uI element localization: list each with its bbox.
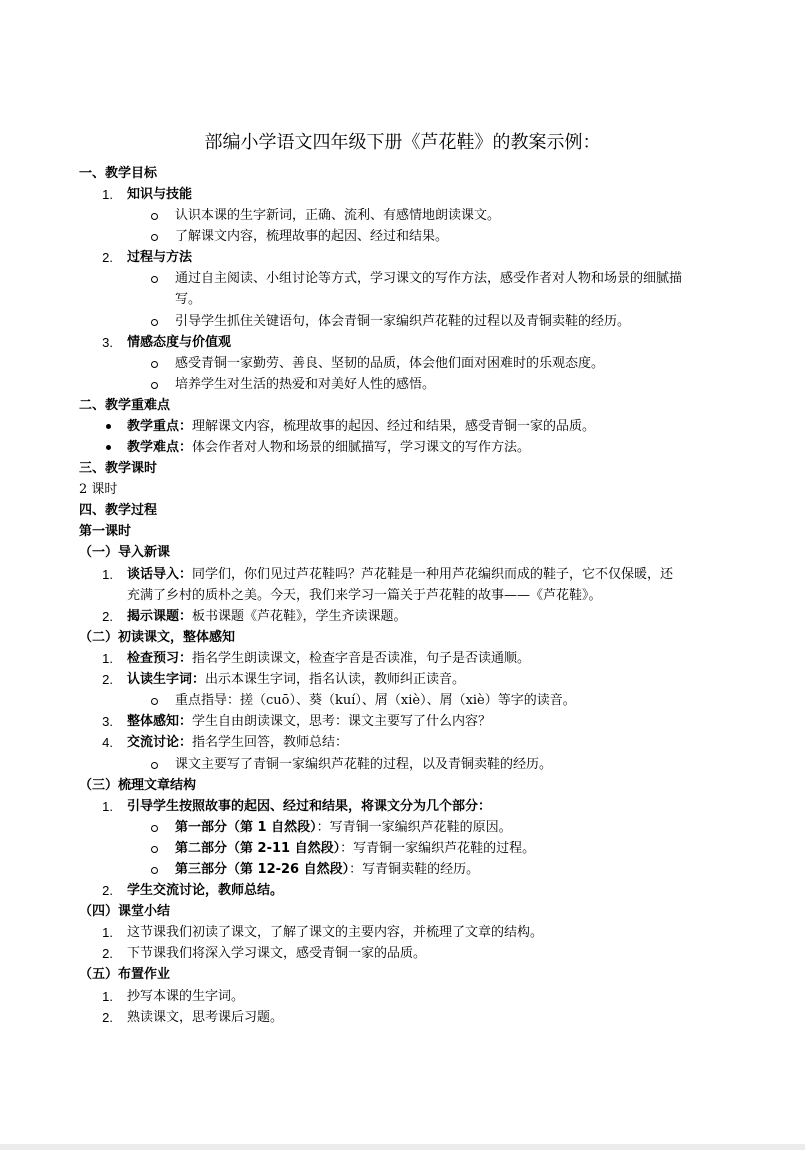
difficulty-text: 体会作者对人物和场景的细腻描写，学习课文的写作方法。	[192, 440, 531, 455]
subheading-knowledge: 知识与技能	[127, 187, 193, 202]
part-label: 第二部分（第 2-11 自然段）	[175, 841, 341, 856]
circle-bullet-icon	[151, 846, 158, 853]
key-point-focus	[127, 418, 595, 436]
item-text: 同学们，你们见过芦花鞋吗？芦花鞋是一种用芦花编织而成的鞋子，它不仅保暖，还	[192, 567, 674, 582]
hours-value: 2 课时	[79, 482, 118, 497]
structure-part-2	[175, 840, 535, 858]
subheading-process: 过程与方法	[127, 250, 193, 265]
part-text: ：写青铜卖鞋的经历。	[349, 862, 480, 877]
list-number: 1.	[102, 989, 113, 1004]
list-number: 2.	[102, 672, 113, 687]
list-number: 1.	[102, 925, 113, 940]
list-item	[127, 713, 491, 731]
item-text: 指名学生朗读课文，检查字音是否读准，句子是否读通顺。	[192, 651, 531, 666]
list-item: 熟读课文，思考课后习题。	[127, 1010, 284, 1025]
list-item: 感受青铜一家勤劳、善良、坚韧的品质，体会他们面对困难时的乐观态度。	[175, 356, 605, 371]
structure-part-1	[175, 819, 512, 837]
section-heading-process: 四、教学过程	[79, 503, 158, 518]
item-text: 板书课题《芦花鞋》，学生齐读课题。	[192, 609, 407, 624]
focus-text: 理解课文内容，梳理故事的起因、经过和结果，感受青铜一家的品质。	[192, 419, 596, 434]
item-label: 整体感知：	[127, 714, 193, 729]
bullet-icon	[106, 424, 111, 429]
item-text: 出示本课生字词，指名认读，教师纠正读音。	[205, 672, 466, 687]
circle-bullet-icon	[151, 361, 158, 368]
list-item	[127, 734, 348, 752]
list-number: 3.	[102, 335, 113, 350]
part-label: 第三部分（第 12-26 自然段）	[175, 862, 350, 877]
part-label: 第一部分（第 1 自然段）	[175, 820, 317, 835]
list-item: 抄写本课的生字词。	[127, 989, 245, 1004]
list-item: 了解课文内容，梳理故事的起因、经过和结果。	[175, 229, 449, 244]
circle-bullet-icon	[151, 698, 158, 705]
list-item	[127, 608, 407, 626]
subsection-summary: （四）课堂小结	[79, 904, 171, 919]
list-number: 1.	[102, 651, 113, 666]
bullet-icon	[106, 445, 111, 450]
list-sub-item: 课文主要写了青铜一家编织芦花鞋的过程，以及青铜卖鞋的经历。	[175, 757, 553, 772]
list-number: 3.	[102, 714, 113, 729]
subsection-homework: （五）布置作业	[79, 967, 171, 982]
list-number: 2.	[102, 946, 113, 961]
section-heading-hours: 三、教学课时	[79, 461, 158, 476]
item-label: 交流讨论：	[127, 735, 193, 750]
item-text: 学生自由朗读课文，思考：课文主要写了什么内容？	[192, 714, 492, 729]
list-number: 2.	[102, 1010, 113, 1025]
list-number: 1.	[102, 799, 113, 814]
circle-bullet-icon	[151, 382, 158, 389]
difficulty-label: 教学难点：	[127, 440, 193, 455]
structure-part-3	[175, 861, 479, 879]
subsection-intro: （一）导入新课	[79, 545, 171, 560]
list-number: 2.	[102, 883, 113, 898]
item-label: 谈话导入：	[127, 567, 193, 582]
circle-bullet-icon	[151, 762, 158, 769]
list-item: 下节课我们将深入学习课文，感受青铜一家的品质。	[127, 946, 427, 961]
list-item: 引导学生抓住关键语句，体会青铜一家编织芦花鞋的过程以及青铜卖鞋的经历。	[175, 314, 631, 329]
page-bottom-border	[0, 1144, 805, 1150]
list-item: 这节课我们初读了课文，了解了课文的主要内容，并梳理了文章的结构。	[127, 925, 544, 940]
section-heading-key-points: 二、教学重难点	[79, 398, 171, 413]
circle-bullet-icon	[151, 867, 158, 874]
list-number: 4.	[102, 735, 113, 750]
list-item: 引导学生按照故事的起因、经过和结果，将课文分为几个部分：	[127, 799, 492, 814]
circle-bullet-icon	[151, 213, 158, 220]
circle-bullet-icon	[151, 319, 158, 326]
list-item	[127, 650, 530, 668]
item-label: 揭示课题：	[127, 609, 193, 624]
circle-bullet-icon	[151, 825, 158, 832]
document-title: 部编小学语文四年级下册《芦花鞋》的教案示例：	[204, 132, 601, 153]
list-number: 1.	[102, 187, 113, 202]
subsection-structure: （三）梳理文章结构	[79, 778, 197, 793]
circle-bullet-icon	[151, 276, 158, 283]
list-item-continuation: 写。	[175, 292, 202, 307]
part-text: ：写青铜一家编织芦花鞋的过程。	[340, 841, 536, 856]
focus-label: 教学重点：	[127, 419, 193, 434]
subheading-emotion: 情感态度与价值观	[127, 335, 232, 350]
circle-bullet-icon	[151, 234, 158, 241]
list-number: 1.	[102, 567, 113, 582]
list-item: 认识本课的生字新词，正确、流利、有感情地朗读课文。	[175, 208, 501, 223]
part-text: ：写青铜一家编织芦花鞋的原因。	[316, 820, 512, 835]
key-point-difficulty	[127, 439, 530, 457]
list-number: 2.	[102, 609, 113, 624]
lesson-one-label: 第一课时	[79, 524, 132, 539]
list-item: 学生交流讨论，教师总结。	[127, 883, 284, 898]
list-item	[127, 671, 465, 689]
list-item-continuation: 充满了乡村的质朴之美。今天，我们来学习一篇关于芦花鞋的故事——《芦花鞋》。	[127, 588, 602, 603]
list-number: 2.	[102, 250, 113, 265]
item-text: 指名学生回答，教师总结：	[192, 735, 349, 750]
list-item: 培养学生对生活的热爱和对美好人性的感悟。	[175, 377, 436, 392]
list-sub-item: 重点指导：搓（cuō）、葵（kuí）、屑（xiè）、屑（xiè）等字的读音。	[175, 693, 576, 708]
subsection-first-read: （二）初读课文，整体感知	[79, 630, 236, 645]
item-label: 认读生字词：	[127, 672, 206, 687]
list-item: 通过自主阅读、小组讨论等方式，学习课文的写作方法，感受作者对人物和场景的细腻描	[175, 271, 683, 286]
section-heading-goals: 一、教学目标	[79, 166, 158, 181]
item-label: 检查预习：	[127, 651, 193, 666]
list-item	[127, 566, 673, 584]
